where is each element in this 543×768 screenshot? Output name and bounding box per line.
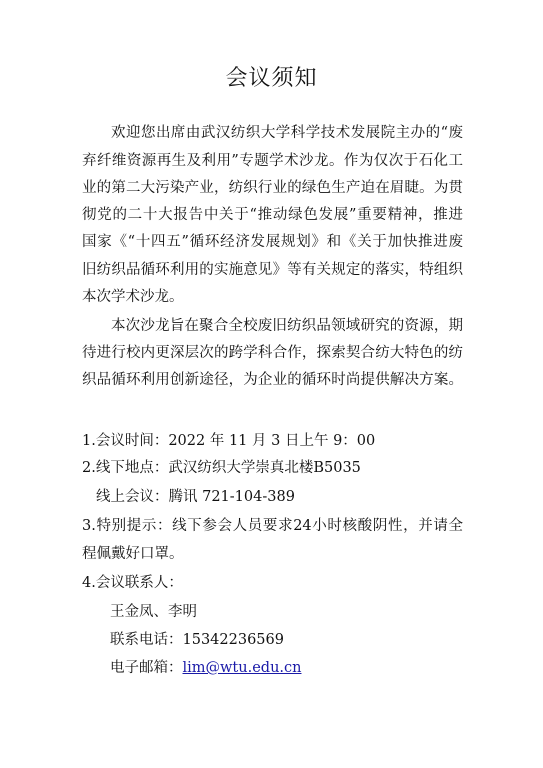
online-meeting: 线上会议：腾讯 721-104-389 <box>96 489 295 505</box>
intro-line: 业的第二大污染产业，纺织行业的绿色生产迫在眉睫。为贯 <box>82 180 463 196</box>
contact-names: 王金凤、李明 <box>110 604 197 620</box>
meeting-time: 1.会议时间：2022 年 11 月 3 日上午 9：00 <box>82 433 376 449</box>
special-notice-line: 3.特别提示：线下参会人员要求24小时核酸阴性，并请全 <box>82 518 463 534</box>
purpose-line: 待进行校内更深层次的跨学科合作，探索契合纺大特色的纺 <box>82 345 463 361</box>
contact-email-row <box>110 658 301 678</box>
intro-line: 欢迎您出席由武汉纺织大学科学技术发展院主办的“废 <box>111 125 463 141</box>
email-link[interactable]: lim@wtu.edu.cn <box>182 660 302 676</box>
contact-phone: 联系电话：15342236569 <box>110 632 284 648</box>
intro-line: 本次学术沙龙。 <box>82 289 184 305</box>
page-title: 会议须知 <box>225 66 318 91</box>
special-notice-line: 程佩戴好口罩。 <box>82 546 184 562</box>
offline-location: 2.线下地点：武汉纺织大学崇真北楼B5035 <box>82 460 361 476</box>
purpose-line: 本次沙龙旨在聚合全校废旧纺织品领域研究的资源，期 <box>111 318 463 334</box>
intro-line: 国家《“十四五”循环经济发展规划》和《关于加快推进废 <box>82 234 463 250</box>
email-label: 电子邮箱： <box>110 660 183 676</box>
contacts-heading: 4.会议联系人： <box>82 575 183 591</box>
intro-line: 彻党的二十大报告中关于“推动绿色发展”重要精神，推进 <box>82 207 463 223</box>
purpose-line: 织品循环利用创新途径，为企业的循环时尚提供解决方案。 <box>82 372 463 388</box>
intro-line: 旧纺织品循环利用的实施意见》等有关规定的落实，特组织 <box>82 262 463 278</box>
intro-line: 弃纤维资源再生及利用”专题学术沙龙。作为仅次于石化工 <box>82 153 463 169</box>
